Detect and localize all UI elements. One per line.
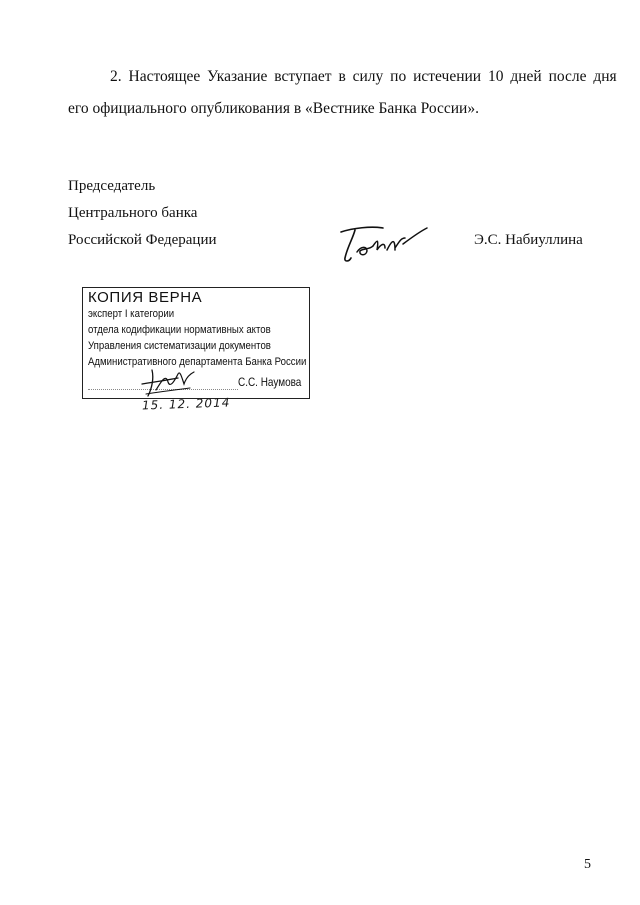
signer-title-line-2: Центрального банка xyxy=(68,205,198,221)
stamp-date: 15. 12. 2014 xyxy=(141,395,231,413)
stamp-signer-name: С.С. Наумова xyxy=(238,376,302,389)
paragraph-line-1: 2. Настоящее Указание вступает в силу по истечении 10 дней после дня xyxy=(110,68,617,85)
certified-copy-stamp xyxy=(82,287,310,399)
signer-title-line-3: Российской Федерации xyxy=(68,232,217,248)
stamp-line-4: Административного департамента Банка России xyxy=(88,356,307,368)
paragraph-line-2: его официального опубликования в «Вестнике Банка России». xyxy=(68,100,479,117)
handwritten-signature xyxy=(333,218,433,268)
signer-name: Э.С. Набиуллина xyxy=(474,232,583,248)
page-number: 5 xyxy=(584,857,591,872)
stamp-handwritten-signature xyxy=(138,364,208,400)
stamp-line-3: Управления систематизации документов xyxy=(88,340,271,352)
stamp-title: КОПИЯ ВЕРНА xyxy=(88,289,203,306)
signer-title-line-1: Председатель xyxy=(68,178,156,194)
stamp-line-1: эксперт I категории xyxy=(88,308,175,320)
stamp-line-2: отдела кодификации нормативных актов xyxy=(88,324,271,336)
